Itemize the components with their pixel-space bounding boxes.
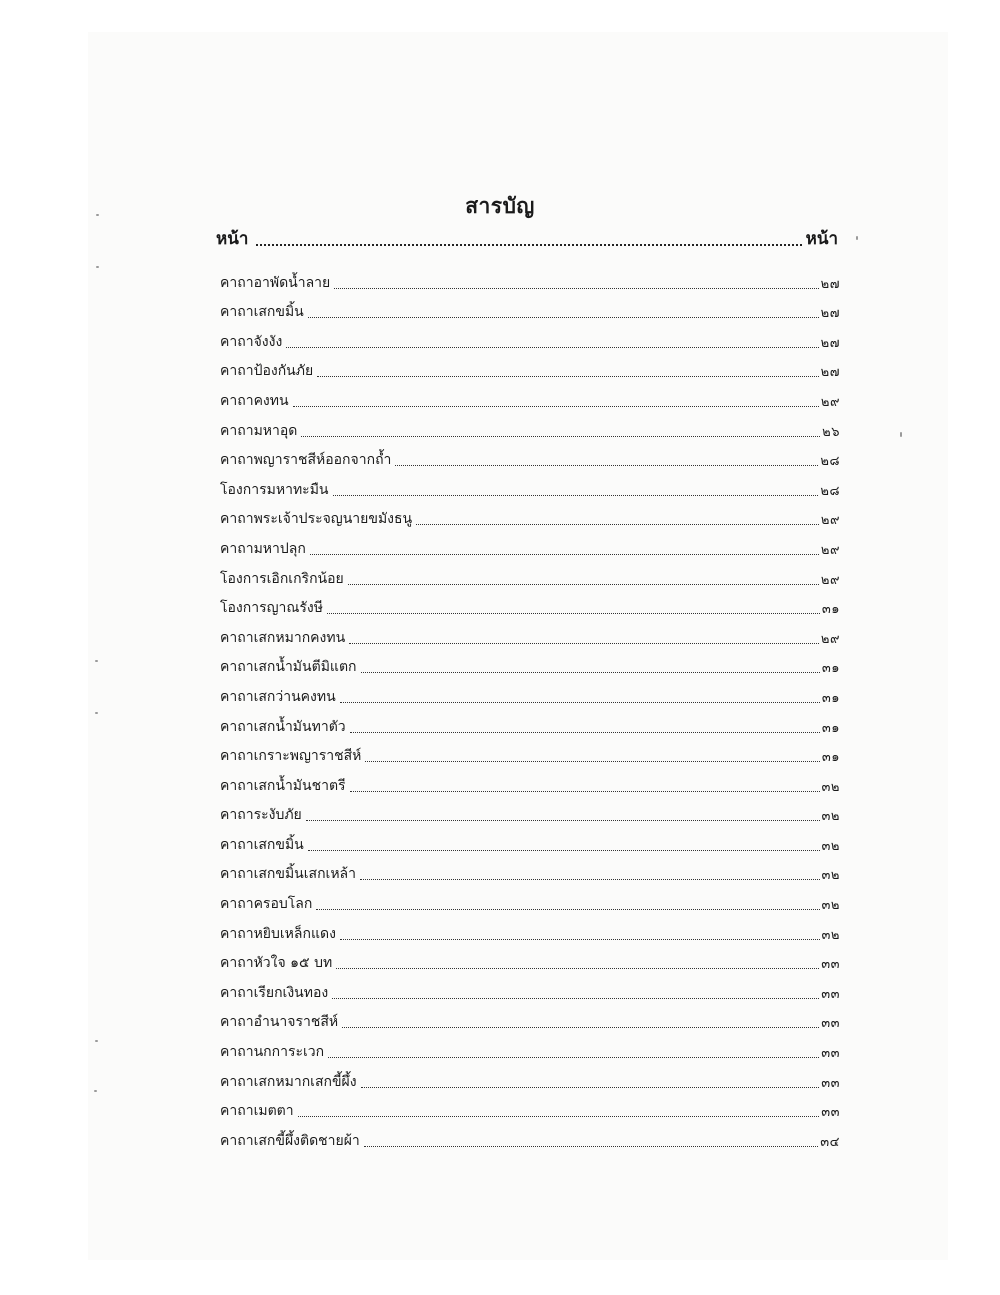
entry-page-number: ๓๑ [821,661,840,677]
entry-page-number: ๒๖ [822,424,840,440]
dot-leader [317,376,818,377]
header-page-label-right: หน้า [805,229,838,249]
toc-entry [220,530,840,560]
entry-title: คาถาเสกน้ำมันตีมิแตก [220,659,357,676]
toc-entry [220,382,840,412]
entry-title: คาถามหาปลุก [220,540,306,557]
entry-title: โองการเอิกเกริกน้อย [220,570,344,587]
entry-page-number: ๓๒ [821,809,840,825]
dot-leader [350,791,820,792]
toc-entry [220,471,840,501]
toc-entry [220,1063,840,1093]
entry-title: คาถานกการะเวก [220,1044,325,1061]
toc-entry [220,945,840,975]
entry-title: คาถาเสกขมิ้น [220,304,304,321]
scan-speck [94,1090,97,1092]
toc-entry [220,619,840,649]
dot-leader [340,702,820,703]
toc-entry [220,264,840,294]
entry-title: คาถาพระเจ้าประจญนายขมังธนู [220,511,413,528]
entry-title: คาถาเสกหมากเสกขี้ผึ้ง [220,1073,357,1090]
entry-title: คาถาคงทน [220,392,289,409]
entry-page-number: ๓๒ [821,898,840,914]
toc-entry [220,915,840,945]
entry-title: คาถาเมตตา [220,1103,294,1120]
toc-entry [220,294,840,324]
dot-leader [348,584,819,585]
scan-speck [96,266,99,268]
toc-entry [220,1004,840,1034]
entry-title: โองการมหาทะมืน [220,481,329,498]
dot-leader [256,244,801,246]
toc-entry [220,412,840,442]
dot-leader [361,672,820,673]
entry-title: คาถาเสกหมากคงทน [220,629,346,646]
scan-speck [856,236,858,240]
dot-leader [306,820,820,821]
dot-leader [328,1057,819,1058]
entry-page-number: ๓๒ [821,779,840,795]
scan-speck [95,660,98,662]
dot-leader [416,524,819,525]
toc-entry [220,974,840,1004]
entry-page-number: ๓๒ [821,868,840,884]
entry-page-number: ๓๓ [821,986,840,1002]
entry-title: โองการญาณรังษี [220,600,323,617]
entry-title: คาถาครอบโลก [220,896,313,913]
entry-page-number: ๒๗ [820,335,840,351]
toc-entry [220,1033,840,1063]
entry-title: คาถาพญาราชสีห์ออกจากถ้ำ [220,452,392,469]
dot-leader [350,732,820,733]
entry-title: คาถาหัวใจ ๑๕ บท [220,955,333,972]
entry-page-number: ๓๒ [821,838,840,854]
dot-leader [286,347,818,348]
entry-page-number: ๓๓ [821,1075,840,1091]
entry-title: คาถามหาอุด [220,422,298,439]
entry-page-number: ๒๙ [820,631,840,647]
dot-leader [395,465,818,466]
toc-entry [220,826,840,856]
toc-entry [220,501,840,531]
entry-page-number: ๓๓ [821,1016,840,1032]
toc-entry [220,678,840,708]
entry-page-number: ๒๙ [820,513,840,529]
entry-page-number: ๒๘ [820,454,840,470]
entry-page-number: ๓๓ [821,1105,840,1121]
toc-entry [220,560,840,590]
scan-speck [95,1040,98,1042]
dot-leader [301,436,820,437]
entry-page-number: ๒๗ [820,276,840,292]
toc-entry [220,738,840,768]
toc-entry [220,1122,840,1152]
toc-entry [220,708,840,738]
scan-speck [900,432,902,437]
entry-page-number: ๒๙ [820,572,840,588]
toc-entry [220,323,840,353]
entry-page-number: ๒๙ [820,394,840,410]
entry-title: คาถาเสกขี้ผึ้งติดชายผ้า [220,1132,360,1149]
entry-page-number: ๓๑ [821,720,840,736]
dot-leader [308,850,820,851]
header-page-label-left: หน้า [216,229,249,249]
toc-list [220,264,840,1152]
entry-title: คาถาป้องกันภัย [220,363,314,380]
dot-leader [327,613,820,614]
entry-title: คาถาเสกขมิ้น [220,836,304,853]
entry-page-number: ๒๗ [820,365,840,381]
toc-entry [220,885,840,915]
dot-leader [342,1027,819,1028]
entry-title: คาถาอำนาจราชสีห์ [220,1014,339,1031]
entry-title: คาถาเสกว่านคงทน [220,688,336,705]
dot-leader [298,1116,820,1117]
dot-leader [360,879,820,880]
toc-entry [220,856,840,886]
entry-page-number: ๒๙ [820,542,840,558]
entry-title: คาถาหยิบเหล็กแดง [220,925,336,942]
entry-title: คาถาเกราะพญาราชสีห์ [220,748,362,765]
dot-leader [333,495,819,496]
entry-page-number: ๓๑ [821,690,840,706]
dot-leader [310,554,819,555]
entry-title: คาถาเสกน้ำมันทาตัว [220,718,346,735]
entry-page-number: ๓๒ [821,927,840,943]
entry-page-number: ๒๘ [820,483,840,499]
dot-leader [340,939,820,940]
entry-page-number: ๒๗ [820,306,840,322]
entry-title: คาถาเสกน้ำมันชาตรี [220,777,346,794]
entry-title: คาถาจังงัง [220,333,283,350]
toc-entry [220,353,840,383]
entry-title: คาถาเสกขมิ้นเสกเหล้า [220,866,357,883]
dot-leader [349,643,819,644]
dot-leader [364,1146,818,1147]
toc-entry [220,767,840,797]
dot-leader [334,288,818,289]
entry-page-number: ๓๑ [821,750,840,766]
page-title: สารบัญ [465,194,535,218]
dot-leader [332,998,819,999]
entry-page-number: ๓๓ [821,957,840,973]
dot-leader [365,761,819,762]
entry-title: คาถาอาพัดน้ำลาย [220,274,331,291]
dot-leader [336,968,819,969]
dot-leader [308,317,819,318]
dot-leader [361,1087,820,1088]
dot-leader [316,909,819,910]
toc-entry [220,1093,840,1123]
toc-entry [220,590,840,620]
toc-header [216,226,838,252]
dot-leader [293,406,819,407]
scan-speck [95,712,98,714]
toc-entry [220,797,840,827]
toc-entry [220,442,840,472]
entry-page-number: ๓๔ [820,1134,840,1150]
entry-title: คาถาเรียกเงินทอง [220,984,329,1001]
entry-page-number: ๓๑ [821,602,840,618]
scan-speck [96,214,99,216]
entry-page-number: ๓๓ [821,1046,840,1062]
entry-title: คาถาระงับภัย [220,807,302,824]
toc-entry [220,649,840,679]
